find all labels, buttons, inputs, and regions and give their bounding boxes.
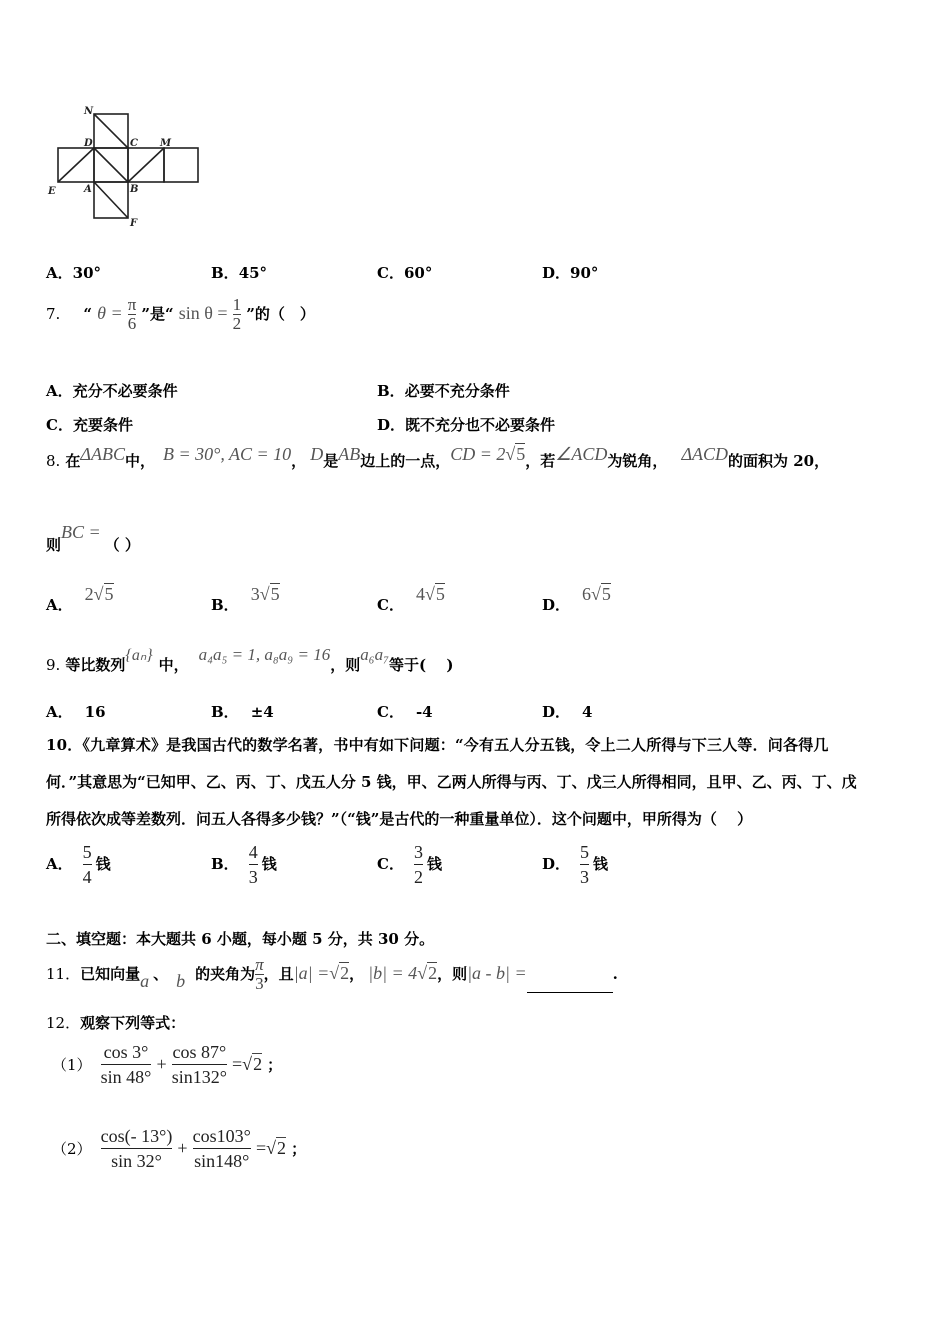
q10-option-d[interactable]: D． $\frac{5}{3}$ 钱 [542,842,609,887]
label-n: N [84,106,94,117]
q7-option-c[interactable]: C．充要条件 [46,416,133,434]
q6-option-b[interactable]: B．45° [211,264,268,282]
q10-option-c[interactable]: C． $\frac{3}{2}$ 钱 [377,842,442,887]
q9-option-d[interactable]: D． 4 [542,703,593,721]
label-f: F [130,218,138,229]
q10-line2: 何．”其意思为“已知甲、乙、丙、丁、戊五人分 5 钱，甲、乙两人所得与丙、丁、戊三人所得相同，且甲、乙、丙、丁、戊 [46,773,857,791]
q9-option-b[interactable]: B． ±4 [211,703,274,721]
q8-stem: 8. 在ΔABC中， B = 30°, AC = 10， D是AB边上的一点，CD = 2√5，若∠ACD为锐角， ΔACD的面积为 20， [46,444,830,470]
q7-option-d[interactable]: D．既不充分也不必要条件 [377,416,556,434]
q11-stem: 11．已知向量a 、 b 的夹角为 $\frac{\pi}{3}$ ，且|a| =√2， |b| = 4√2，则|a - b| = . [46,955,618,993]
q10-option-b[interactable]: B． $\frac{4}{3}$ 钱 [211,842,277,887]
q12-stem: 12．观察下列等式： [46,1014,186,1032]
q8-option-c[interactable]: C．4√5 [377,584,445,614]
q6-option-a[interactable]: A．30° [46,264,102,282]
answer-blank[interactable] [527,978,613,993]
q9-option-a[interactable]: A． 16 [46,703,106,721]
label-d: D [84,138,93,149]
section2-heading: 二、填空题：本大题共 6 小题，每小题 5 分，共 30 分。 [46,930,435,948]
q10-option-a[interactable]: A． $\frac{5}{4}$ 钱 [46,842,111,887]
q6-option-c[interactable]: C．60° [377,264,433,282]
q6-option-d[interactable]: D．90° [542,264,599,282]
q7-option-a[interactable]: A．充分不必要条件 [46,382,178,400]
q8-stem-line2: 则BC =（ ） [46,522,140,554]
q8-option-a[interactable]: A．2√5 [46,584,114,614]
q8-option-b[interactable]: B．3√5 [211,584,280,614]
label-a: A [84,184,92,195]
label-c: C [130,138,138,149]
q10-line1: 10．《九章算术》是我国古代的数学名著，书中有如下问题：“今有五人分五钱，令上二人所得与下三人等．问各得几 [46,736,829,754]
q10-line3: 所得依次成等差数列．问五人各得多少钱？”（“钱”是古代的一种重量单位）．这个问题中，甲所得为（ ） [46,810,753,828]
label-m: M [160,138,172,149]
label-e: E [48,186,56,197]
q8-option-d[interactable]: D．6√5 [542,584,611,614]
label-b: B [130,184,139,195]
q7-stem: 7. “ θ = $\frac{\pi}{6}$ ”是“ sin θ = $\frac{1}{2}$ ”的（ ） [46,295,315,333]
q12-eq2: （2） $\frac{\cos(- 13^\circ)}{\sin 32^\circ}$ + $\frac{\cos 103^\circ}{\sin 148^\circ}$ =√2 ； [52,1126,307,1171]
q12-eq1: （1） $\frac{\cos 3^\circ}{\sin 48^\circ}$ + $\frac{\cos 87^\circ}{\sin 132^\circ}$ =√2 ； [52,1042,283,1087]
cube-net-figure [44,102,204,230]
q9-stem: 9. 等比数列{aₙ}中，a₄a₅ = 1, a₈a₉ = 16，则a₆a₇等于( ) [46,645,454,674]
q9-option-c[interactable]: C． -4 [377,703,433,721]
q7-option-b[interactable]: B．必要不充分条件 [377,382,510,400]
